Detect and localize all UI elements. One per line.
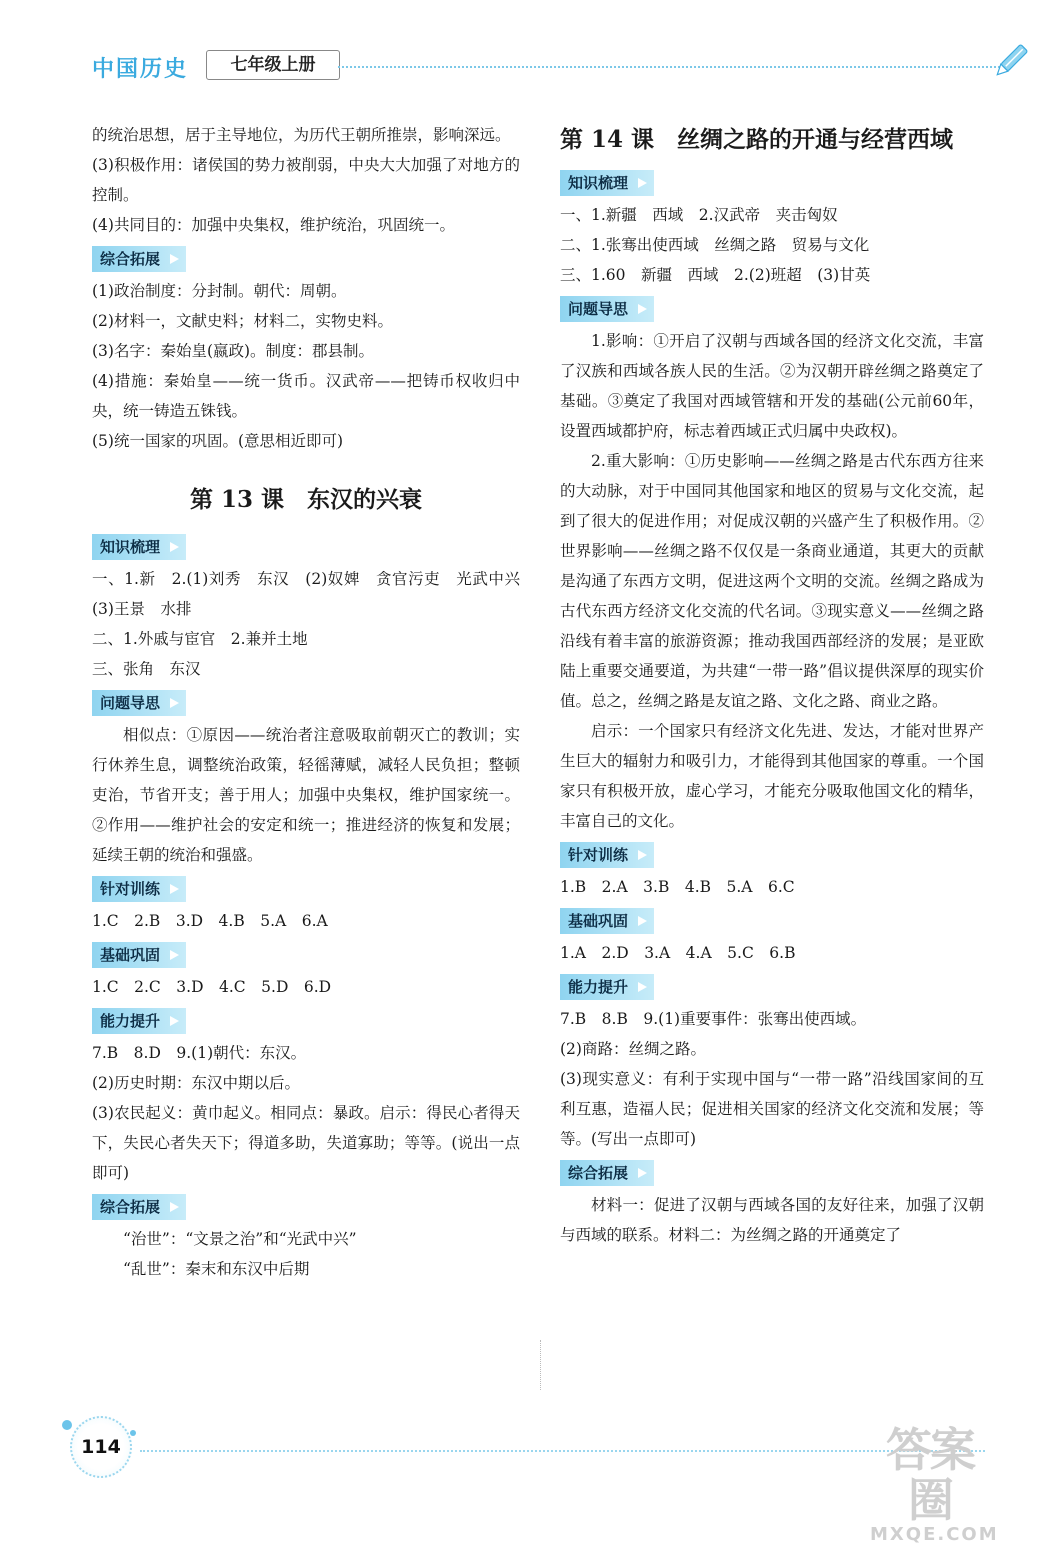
answer-paragraph: 相似点：①原因——统治者注意吸取前朝灭亡的教训；实行休养生息，调整统治政策，轻徭薄赋，减轻人民负担；整顿吏治，节省开支；善于用人；加强中央集权，维护国家统一。②作用——维护社会的安定和统一；推进经济的恢复和发展；延续王朝的统治和强盛。: [92, 726, 520, 864]
arrow-right-icon: [170, 884, 179, 894]
watermark-url: MXQE.COM: [870, 1524, 999, 1545]
badge-label: 综合拓展: [568, 1164, 629, 1182]
decor-dot: [62, 1420, 72, 1430]
answer-line: “治世”：“文景之治”和“光武中兴”: [123, 1230, 357, 1248]
subject-title: 中国历史: [92, 57, 189, 82]
arrow-right-icon: [638, 178, 647, 188]
answer-line: 1.C 2.C 3.D 4.C 5.D 6.D: [92, 978, 332, 996]
badge-label: 综合拓展: [100, 250, 161, 268]
arrow-right-icon: [170, 1202, 179, 1212]
section-badge-wenti: [92, 690, 186, 716]
arrow-right-icon: [638, 1168, 647, 1178]
section-badge-zonghe: [92, 246, 186, 272]
badge-label: 基础巩固: [568, 912, 629, 930]
arrow-right-icon: [638, 850, 647, 860]
badge-label: 针对训练: [100, 880, 161, 898]
section-badge-jichu: [560, 908, 654, 934]
section-badge-nengli: [92, 1008, 186, 1034]
badge-label: 能力提升: [100, 1012, 161, 1030]
arrow-right-icon: [170, 950, 179, 960]
page-number: 114: [70, 1416, 132, 1478]
answer-line: 7.B 8.B 9.(1)重要事件：张骞出使西域。: [560, 1010, 867, 1028]
decor-dot: [130, 1430, 136, 1436]
answer-line: 一、1.新疆 西域 2.汉武帝 夹击匈奴: [560, 206, 838, 224]
right-column: [560, 120, 984, 1250]
badge-label: 能力提升: [568, 978, 629, 996]
answer-line: (3)农民起义：黄巾起义。相同点：暴政。启示：得民心者得天下，失民心者失天下；得道多助，失道寡助；等等。(说出一点即可): [92, 1104, 520, 1182]
watermark-logo: 答案圈: [886, 1423, 974, 1527]
answer-paragraph: 2.重大影响：①历史影响——丝绸之路是古代东西方往来的大动脉，对于中国同其他国家和地区的贸易与文化交流，起到了很大的促进作用；对促成汉朝的兴盛产生了积极作用。②世界影响——丝绸之路不仅仅是一条商业通道，其更大的贡献是沟通了东西方文明，促进这两个文明的交流。丝绸之路成为古代东西方经济文化交流的代名词。③现实意义——丝绸之路沿线有着丰富的旅游资源；推动我国西部经济的发展；是亚欧陆上重要交通要道，为共建“一带一路”倡议提供深厚的现实价值。总之，丝绸之路是友谊之路、文化之路、商业之路。: [560, 452, 984, 710]
badge-label: 综合拓展: [100, 1198, 161, 1216]
badge-label: 问题导思: [100, 694, 161, 712]
answer-paragraph: 启示：一个国家只有经济文化先进、发达，才能对世界产生巨大的辐射力和吸引力，才能得到其他国家的尊重。一个国家只有积极开放，虚心学习，才能充分吸取他国文化的精华，丰富自己的文化。: [560, 722, 984, 830]
section-badge-nengli: [560, 974, 654, 1000]
footer-divider: [140, 1450, 985, 1452]
arrow-right-icon: [170, 254, 179, 264]
arrow-right-icon: [638, 304, 647, 314]
section-badge-zhishi: [560, 170, 654, 196]
column-divider: [540, 1340, 541, 1390]
answer-paragraph: 材料一：促进了汉朝与西域各国的友好往来，加强了汉朝与西域的联系。材料二：为丝绸之路的开通奠定了: [560, 1196, 984, 1244]
answer-line: 一、1.新 2.(1)刘秀 东汉 (2)奴婢 贪官污吏 光武中兴 (3)王景 水排: [92, 570, 536, 618]
arrow-right-icon: [170, 542, 179, 552]
arrow-right-icon: [638, 982, 647, 992]
lesson-13-title: 第 13 课 东汉的兴衰: [189, 486, 423, 513]
intro-paragraph: (3)积极作用：诸侯国的势力被削弱，中央大大加强了对地方的控制。: [92, 156, 520, 204]
answer-line: “乱世”：秦末和东汉中后期: [123, 1260, 310, 1278]
watermark: [870, 1423, 999, 1545]
answer-line: 二、1.外戚与宦官 2.兼并土地: [92, 630, 308, 648]
answer-line: (2)材料一，文献史料；材料二，实物史料。: [92, 312, 393, 330]
answer-line: 三、1.60 新疆 西域 2.(2)班超 (3)甘英: [560, 266, 871, 284]
left-column: [92, 120, 536, 1284]
section-badge-zhendui: [560, 842, 654, 868]
badge-label: 知识梳理: [100, 538, 161, 556]
arrow-right-icon: [170, 1016, 179, 1026]
answer-line: 1.C 2.B 3.D 4.B 5.A 6.A: [92, 912, 328, 930]
section-badge-jichu: [92, 942, 186, 968]
badge-label: 问题导思: [568, 300, 629, 318]
answer-line: 二、1.张骞出使西域 丝绸之路 贸易与文化: [560, 236, 870, 254]
section-badge-wenti: [560, 296, 654, 322]
answer-line: (4)措施：秦始皇——统一货币。汉武帝——把铸币权收归中央，统一铸造五铢钱。: [92, 372, 520, 420]
answer-line: (2)商路：丝绸之路。: [560, 1040, 706, 1058]
pencil-icon: [990, 40, 1030, 84]
intro-paragraph: 的统治思想，居于主导地位，为历代王朝所推崇，影响深远。: [92, 126, 511, 144]
lesson-14-title: 第 14 课 丝绸之路的开通与经营西域: [560, 126, 954, 153]
answer-line: (3)名字：秦始皇(嬴政)。制度：郡县制。: [92, 342, 375, 360]
arrow-right-icon: [638, 916, 647, 926]
answer-line: (5)统一国家的巩固。(意思相近即可): [92, 432, 344, 450]
answer-line: 1.B 2.A 3.B 4.B 5.A 6.C: [560, 878, 795, 896]
answer-line: (1)政治制度：分封制。朝代：周朝。: [92, 282, 347, 300]
section-badge-zhishi: [92, 534, 186, 560]
grade-label: 七年级上册: [206, 50, 340, 80]
intro-paragraph: (4)共同目的：加强中央集权，维护统治，巩固统一。: [92, 216, 455, 234]
answer-line: (3)现实意义：有利于实现中国与“一带一路”沿线国家间的互利互惠，造福人民；促进相关国家的经济文化交流和发展；等等。(写出一点即可): [560, 1070, 984, 1148]
answer-line: 1.A 2.D 3.A 4.A 5.C 6.B: [560, 944, 796, 962]
header-divider: [338, 66, 1000, 68]
answer-line: 三、张角 东汉: [92, 660, 201, 678]
badge-label: 知识梳理: [568, 174, 629, 192]
section-badge-zonghe: [92, 1194, 186, 1220]
badge-label: 针对训练: [568, 846, 629, 864]
answer-paragraph: 1.影响：①开启了汉朝与西域各国的经济文化交流，丰富了汉族和西域各族人民的生活。②为汉朝开辟丝绸之路奠定了基础。③奠定了我国对西域管辖和开发的基础(公元前60年，设置西域都护府，标志着西域正式归属中央政权)。: [560, 332, 984, 440]
section-badge-zonghe: [560, 1160, 654, 1186]
arrow-right-icon: [170, 698, 179, 708]
section-badge-zhendui: [92, 876, 186, 902]
answer-line: (2)历史时期：东汉中期以后。: [92, 1074, 300, 1092]
badge-label: 基础巩固: [100, 946, 161, 964]
answer-line: 7.B 8.D 9.(1)朝代：东汉。: [92, 1044, 307, 1062]
